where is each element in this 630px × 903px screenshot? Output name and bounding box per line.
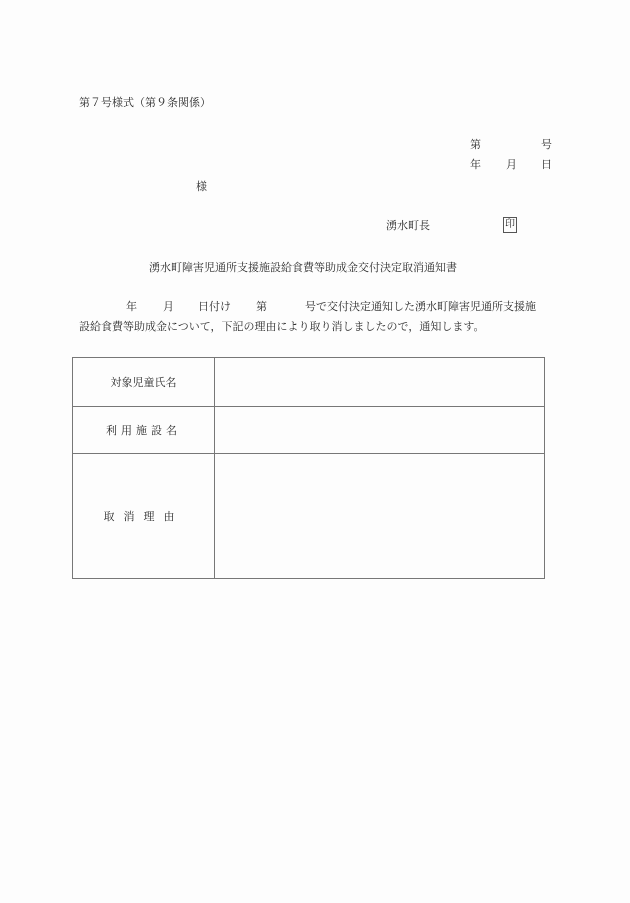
form-number: 第７号様式（第９条関係） <box>79 96 211 109</box>
issue-date-month: 月 <box>506 158 517 171</box>
table-row <box>73 358 545 407</box>
issue-number-prefix: 第 <box>470 138 481 151</box>
body-dated: 日付け <box>198 300 231 313</box>
child-name-label: 対象児童氏名 <box>73 358 215 407</box>
body-month: 月 <box>163 300 174 313</box>
addressee-honorific: 様 <box>196 180 207 193</box>
table-row <box>73 454 545 579</box>
issuer-name: 湧水町長 <box>386 219 430 232</box>
body-line2: 設給食費等助成金について，下記の理由により取り消しましたので，通知します。 <box>79 320 485 333</box>
facility-name-field[interactable] <box>215 407 545 454</box>
body-year: 年 <box>126 300 137 313</box>
issue-date-day: 日 <box>541 158 552 171</box>
issue-number-suffix: 号 <box>541 138 552 151</box>
body-line1: 号で交付決定通知した湧水町障害児通所支援施 <box>305 300 536 313</box>
child-name-field[interactable] <box>215 358 545 407</box>
seal-stamp-icon: 印 <box>503 217 517 233</box>
cancellation-reason-field[interactable] <box>215 454 545 579</box>
cancellation-reason-label: 取消理由 <box>73 454 215 579</box>
details-table <box>72 357 545 579</box>
document-title: 湧水町障害児通所支援施設給食費等助成金交付決定取消通知書 <box>149 261 457 274</box>
body-number-prefix: 第 <box>256 300 267 313</box>
table-row <box>73 407 545 454</box>
issue-date-year: 年 <box>470 158 481 171</box>
facility-name-label: 利用施設名 <box>73 407 215 454</box>
